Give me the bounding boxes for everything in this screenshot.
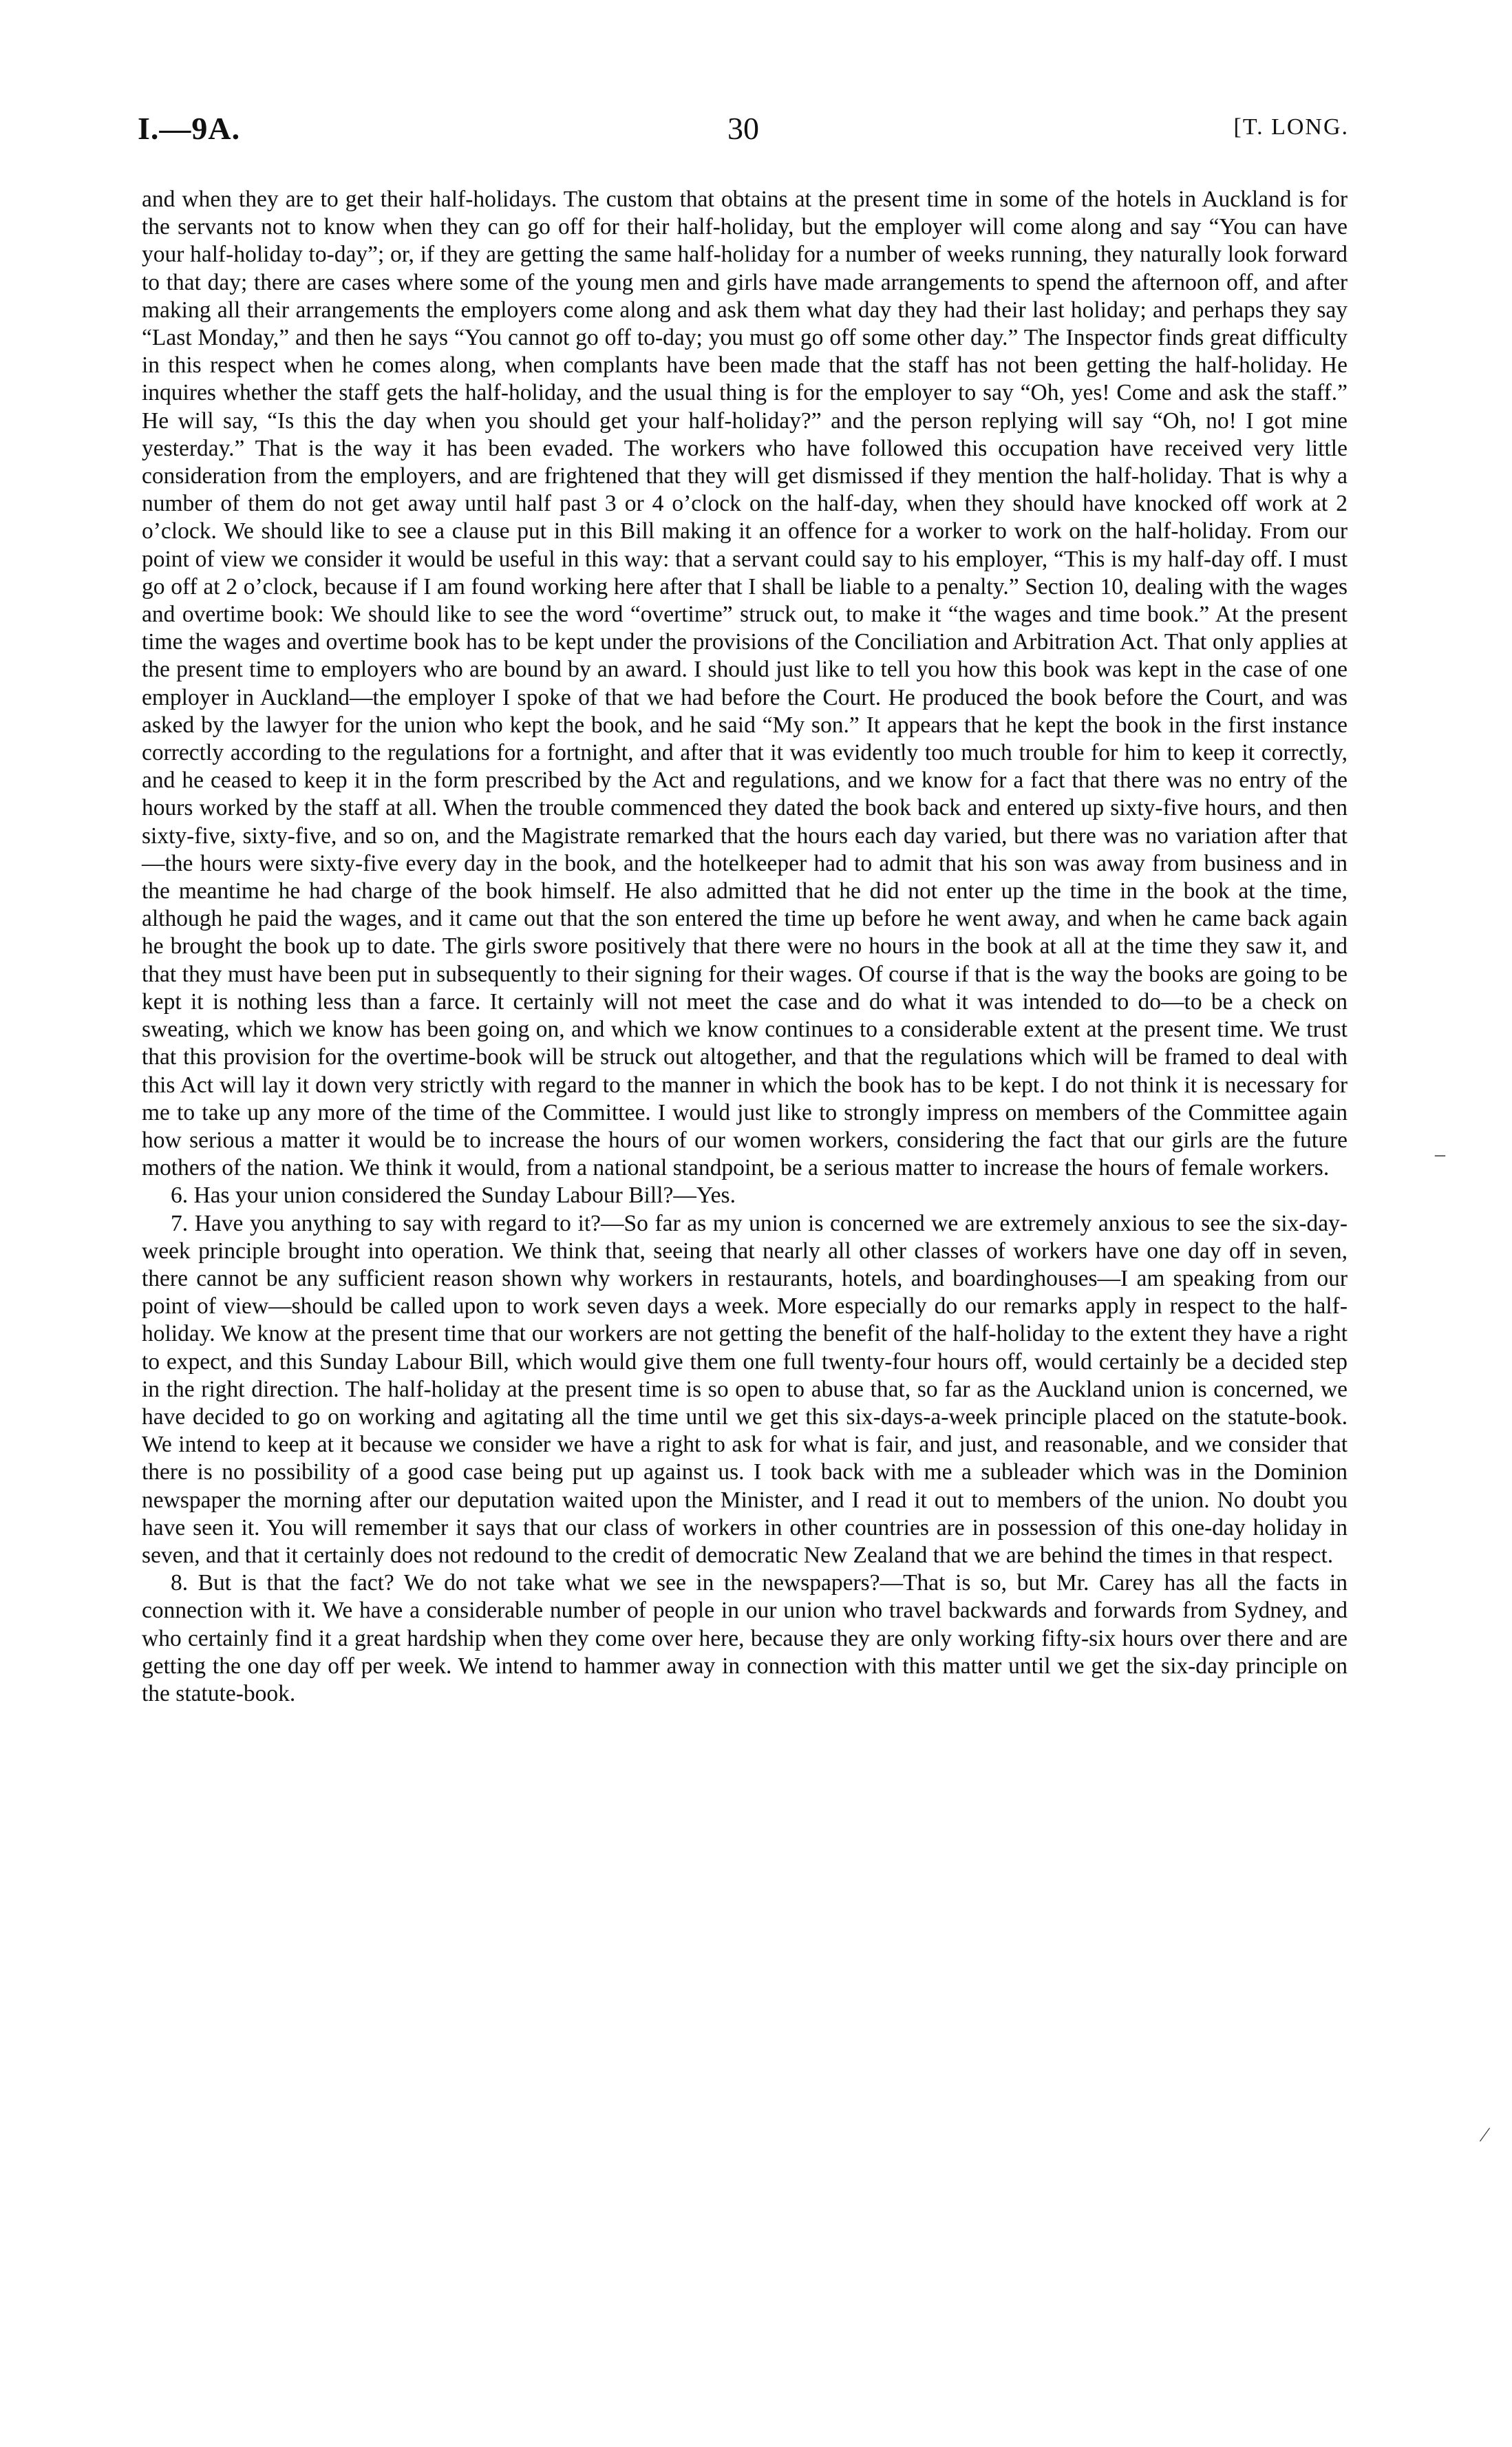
body-text bbox=[142, 186, 1348, 1708]
document-reference: I.—9A. bbox=[138, 111, 241, 146]
paragraph-question-7: 7. Have you anything to say with regard to it?—So far as my union is concerned we are extremely anxious to see the six-day-week principle brought into operation. We think that, seeing that nearly all other classes of workers have one day off in seven, there cannot be any sufficient reason shown why workers in restaurants, hotels, and boardinghouses—I am speaking from our point of view—should be called upon to work seven days a week. More especially do our remarks apply in respect to the half-holiday. We know at the present time that our workers are not getting the benefit of the half-holiday to the extent they have a right to expect, and this Sunday Labour Bill, which would give them one full twenty-four hours off, would certainly be a decided step in the right direction. The half-holiday at the present time is so open to abuse that, so far as the Auckland union is concerned, we have decided to go on working and agitating all the time until we get this six-days-a-week principle placed on the statute-book. We intend to keep at it because we consider we have a right to ask for what is fair, and just, and reasonable, and we consider that there is no possibility of a good case being put up against us. I took back with me a subleader which was in the Dominion newspaper the morning after our deputation waited upon the Minister, and I read it out to members of the union. No doubt you have seen it. You will remember it says that our class of workers in other countries are in possession of this one-day holiday in seven, and that it certainly does not redound to the credit of democratic New Zealand that we are behind the times in that respect. bbox=[142, 1210, 1348, 1568]
paragraph-question-6: 6. Has your union considered the Sunday Labour Bill?—Yes. bbox=[171, 1183, 736, 1209]
paragraph-question-8: 8. But is that the fact? We do not take what we see in the newspapers?—That is so, but Mr. Carey has all the facts in connection with it. We have a considerable number of people in our union who travel backwards and forwards from Sydney, and who certainly find it a great hardship when they come over here, because they are only working fifty-six hours over there and are getting the one day off per week. We intend to hammer away in connection with this matter until we get the six-day principle on the statute-book. bbox=[142, 1570, 1348, 1706]
witness-name: [T. LONG. bbox=[1233, 114, 1349, 140]
margin-dash-mark: – bbox=[1435, 1143, 1445, 1165]
paragraph-continuation: and when they are to get their half-holidays. The custom that obtains at the present time in some of the hotels in Auckland is for the servants not to know when they can go off for their half-holiday, but the employer will come along and say “You can have your half-holiday to-day”; or, if they are getting the same half-holiday for a number of weeks running, they naturally look forward to that day; there are cases where some of the young men and girls have made arrangements to spend the afternoon off, and after making all their arrangements the employers come along and ask them what day they had their last holiday; and perhaps they say “Last Monday,” and then he says “You cannot go off to-day; you must go off some other day.” The Inspector finds great difficulty in this respect when he comes along, when complants have been made that the staff has not been getting the half-holiday. He inquires whether the staff gets the half-holiday, and the usual thing is for the employer to say “Oh, yes! Come and ask the staff.” He will say, “Is this the day when you should get your half-holiday?” and the person replying will say “Oh, no! I got mine yesterday.” That is the way it has been evaded. The workers who have followed this occupation have received very little consideration from the employers, and are frightened that they will get dismissed if they mention the half-holiday. That is why a number of them do not get away until half past 3 or 4 o’clock on the half-day, when they should have knocked off work at 2 o’clock. We should like to see a clause put in this Bill making it an offence for a worker to work on the half-holiday. From our point of view we consider it would be useful in this way: that a servant could say to his employer, “This is my half-day off. I must go off at 2 o’clock, because if I am found working here after that I shall be liable to a penalty.” Section 10, dealing with the wages and overtime book: We should like to see the word “overtime” struck out, to make it “the wages and time book.” At the present time the wages and overtime book has to be kept under the provisions of the Conciliation and Arbitration Act. That only applies at the present time to employers who are bound by an award. I should just like to tell you how this book was kept in the case of one employer in Auckland—the employer I spoke of that we had before the Court. He produced the book before the Court, and was asked by the lawyer for the union who kept the book, and he said “My son.” It appears that he kept the book in the first instance correctly according to the regulations for a fortnight, and after that it was evidently too much trouble for him to keep it correctly, and he ceased to keep it in the form prescribed by the Act and regulations, and we know for a fact that there was no entry of the hours worked by the staff at all. When the trouble commenced they dated the book back and entered up sixty-five hours, and then sixty-five, sixty-five, and so on, and the Magistrate remarked that the hours each day varied, but there was no variation after that—the hours were sixty-five every day in the book, and the hotelkeeper had to admit that his son was away from business and in the meantime he had charge of the book himself. He also admitted that he did not enter up the time in the book at the time, although he paid the wages, and it came out that the son entered the time up before he went away, and when he came back again he brought the book up to date. The girls swore positively that there were no hours in the book at all at the time they saw it, and that they must have been put in subsequently to their signing for their wages. Of course if that is the way the books are going to be kept it is nothing less than a farce. It certainly will not meet the case and do what it was intended to do—to be a check on sweating, which we know has been going on, and which we know continues to a considerable extent at the present time. We trust that this provision for the overtime-book will be struck out altogether, and that the regulations which will be framed to deal with this Act will lay it down very strictly with regard to the manner in which the book has to be kept. I do not think it is necessary for me to take up any more of the time of the Committee. I would just like to strongly impress on members of the Committee again how serious a matter it would be to increase the hours of our women workers, considering the fact that our girls are the future mothers of the nation. We think it would, from a national standpoint, be a serious matter to increase the hours of female workers. bbox=[142, 187, 1348, 1181]
margin-pen-mark: ⁄ bbox=[1483, 2123, 1487, 2146]
page-number: 30 bbox=[727, 111, 759, 146]
page-header bbox=[138, 110, 1349, 151]
